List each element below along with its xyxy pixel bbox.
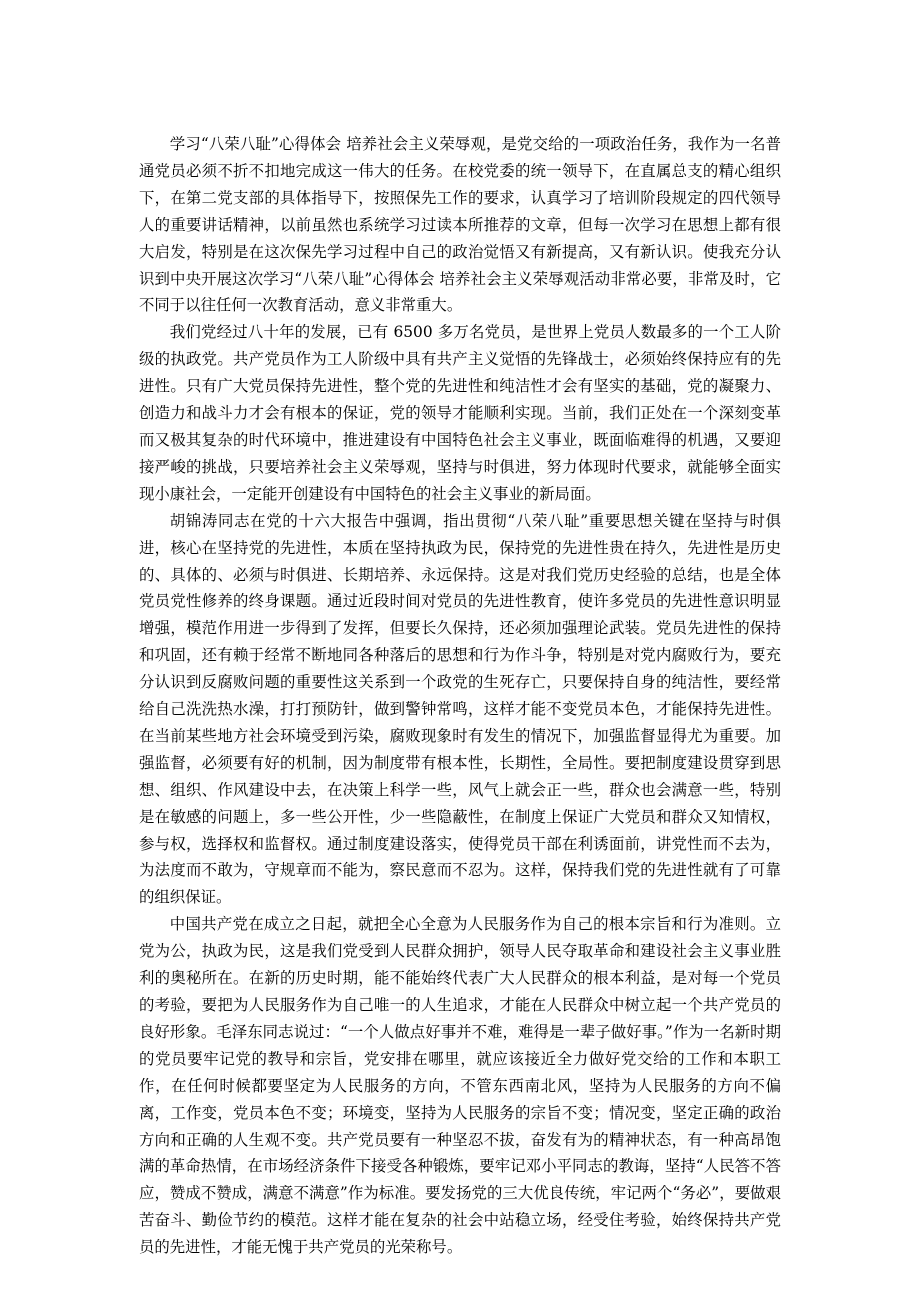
- paragraph-4: 中国共产党在成立之日起，就把全心全意为人民服务作为自己的根本宗旨和行为准则。立党为公，执政为民，这是我们党受到人民群众拥护，领导人民夺取革命和建设社会主义事业胜利的奥秘所在。在新的历史时期，能不能始终代表广大人民群众的根本利益，是对每一个党员的考验，要把为人民服务作为自己唯一的人生追求，才能在人民群众中树立起一个共产党员的良好形象。毛泽东同志说过：“一个人做点好事并不难，难得是一辈子做好事。”作为一名新时期的党员要牢记党的教导和宗旨，党安排在哪里，就应该接近全力做好党交给的工作和本职工作，在任何时候都要坚定为人民服务的方向，不管东西南北风，坚持为人民服务的方向不偏离，工作变，党员本色不变；环境变，坚持为人民服务的宗旨不变；情况变，坚定正确的政治方向和正确的人生观不变。共产党员要有一种坚忍不拔，奋发有为的精神状态，有一种高昂饱满的革命热情，在市场经济条件下接受各种锻炼，要牢记邓小平同志的教诲，坚持“人民答不答应，赞成不赞成，满意不满意”作为标准。要发扬党的三大优良传统，牢记两个“务必”，要做艰苦奋斗、勤俭节约的模范。这样才能在复杂的社会中站稳立场，经受住考验，始终保持共产党员的先进性，才能无愧于共产党员的光荣称号。: [139, 915, 781, 1257]
- paragraph-3: 胡锦涛同志在党的十六大报告中强调，指出贯彻“八荣八耻”重要思想关键在坚持与时俱进，核心在坚持党的先进性，本质在坚持执政为民，保持党的先进性贵在持久，先进性是历史的、具体的、必须与时俱进、长期培养、永远保持。这是对我们党历史经验的总结，也是全体党员党性修养的终身课题。通过近段时间对党员的先进性教育，使许多党员的先进性意识明显增强，模范作用进一步得到了发挥，但要长久保持，还必须加强理论武装。党员先进性的保持和巩固，还有赖于经常不断地同各种落后的思想和行为作斗争，特别是对党内腐败行为，要充分认识到反腐败问题的重要性这关系到一个政党的生死存亡，只要保持自身的纯洁性，要经常给自己洗洗热水澡，打打预防针，做到警钟常鸣，这样才能不变党员本色，才能保持先进性。在当前某些地方社会环境受到污染，腐败现象时有发生的情况下，加强监督显得尤为重要。加强监督，必须要有好的机制，因为制度带有根本性，长期性，全局性。要把制度建设贯穿到思想、组织、作风建设中去，在决策上科学一些，风气上就会正一些，群众也会满意一些，特别是在敏感的问题上，多一些公开性，少一些隐蔽性，在制度上保证广大党员和群众又知情权，参与权，选择权和监督权。通过制度建设落实，使得党员干部在利诱面前，讲党性而不去为，为法度而不敢为，守规章而不能为，察民意而不忍为。这样，保持我们党的先进性就有了可靠的组织保证。: [139, 511, 781, 907]
- document-body: [139, 131, 781, 1261]
- paragraph-1: 学习“八荣八耻”心得体会 培养社会主义荣辱观，是党交给的一项政治任务，我作为一名普通党员必须不折不扣地完成这一伟大的任务。在校党委的统一领导下，在直属总支的精心组织下，在第二党支部的具体指导下，按照保先工作的要求，认真学习了培训阶段规定的四代领导人的重要讲话精神，以前虽然也系统学习过读本所推荐的文章，但每一次学习在思想上都有很大启发，特别是在这次保先学习过程中自己的政治觉悟又有新提高，又有新认识。使我充分认识到中央开展这次学习“八荣八耻”心得体会 培养社会主义荣辱观活动非常必要，非常及时，它不同于以往任何一次教育活动，意义非常重大。: [139, 135, 781, 315]
- paragraph-2: 我们党经过八十年的发展，已有 6500 多万名党员，是世界上党员人数最多的一个工人阶级的执政党。共产党员作为工人阶级中具有共产主义觉悟的先锋战士，必须始终保持应有的先进性。只有广大党员保持先进性，整个党的先进性和纯洁性才会有坚实的基础，党的凝聚力、创造力和战斗力才会有根本的保证，党的领导才能顺利实现。当前，我们正处在一个深刻变革而又极其复杂的时代环境中，推进建设有中国特色社会主义事业，既面临难得的机遇，又要迎接严峻的挑战，只要培养社会主义荣辱观，坚持与时俱进，努力体现时代要求，就能够全面实现小康社会，一定能开创建设有中国特色的社会主义事业的新局面。: [139, 323, 781, 503]
